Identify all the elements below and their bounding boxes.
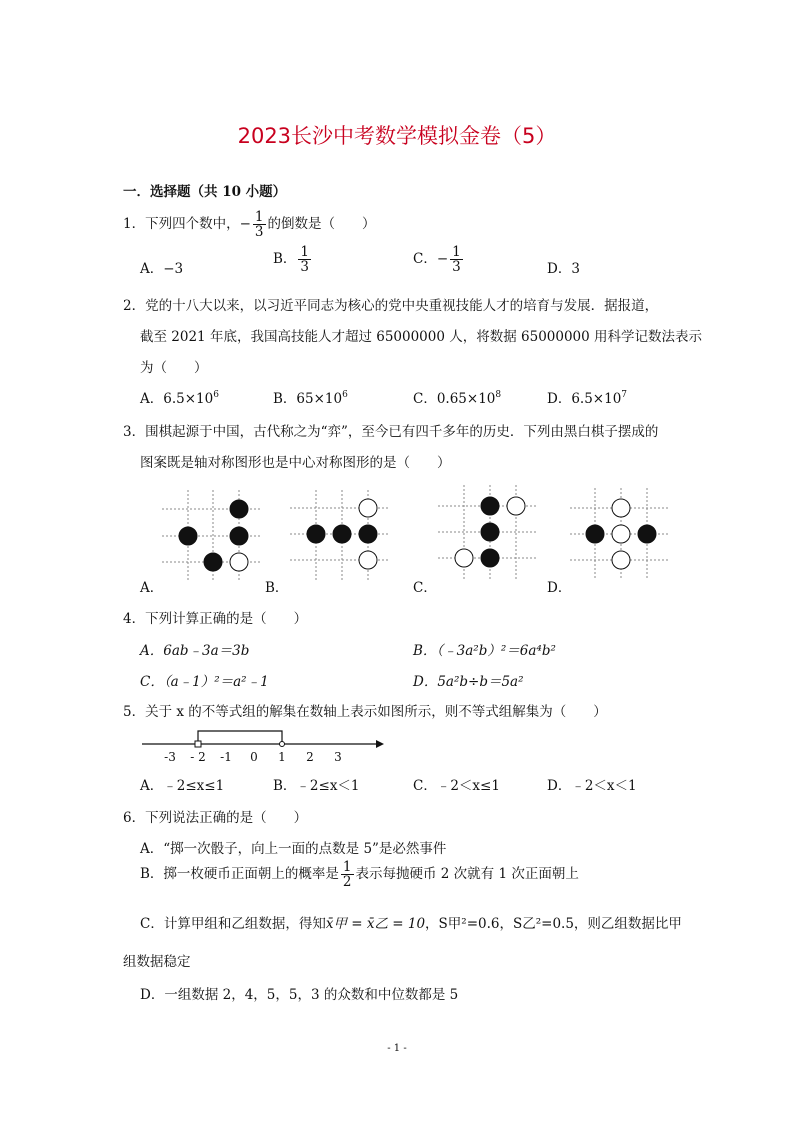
q2-b-base: B．65×10 xyxy=(273,391,343,407)
number-line-tick-label: 1 xyxy=(278,750,286,764)
q2-b-exp: 6 xyxy=(342,390,348,400)
number-line-tick-label: -3 xyxy=(164,750,176,764)
page-number: - 1 - xyxy=(387,1043,407,1054)
q2-d-base: D．6.5×10 xyxy=(547,391,622,407)
q5-stem: 5．关于 x 的不等式组的解集在数轴上表示如图所示，则不等式组解集为（ ） xyxy=(123,704,607,720)
q2-a-base: A．6.5×10 xyxy=(140,391,214,407)
number-line-tick-label: 0 xyxy=(250,750,258,764)
number-line-tick-label: - 2 xyxy=(190,750,206,764)
number-line-tick-label: 3 xyxy=(334,750,342,764)
q4-stem: 4．下列计算正确的是（ ） xyxy=(123,611,308,627)
q5-option-a: A．﹣2≤x≤1 xyxy=(140,778,225,794)
q3-option-c-label: C． xyxy=(413,580,437,596)
q1-option-d: D．3 xyxy=(547,261,580,277)
section-heading: 一．选择题（共 10 小题） xyxy=(123,184,287,200)
page-title: 2023长沙中考数学模拟金卷（5） xyxy=(237,124,557,148)
q2-line-1: 2．党的十八大以来，以习近平同志为核心的党中央重视技能人才的培育与发展．据报道， xyxy=(123,298,659,314)
q5-option-c: C．﹣2＜x≤1 xyxy=(413,778,500,794)
q2-d-exp: 7 xyxy=(621,390,628,400)
q1-b-label: B． xyxy=(273,251,297,268)
q5-option-d: D．﹣2＜x＜1 xyxy=(547,778,637,794)
q2-c-base: C．0.65×10 xyxy=(413,391,496,407)
q2-line-2: 截至 2021 年底，我国高技能人才超过 65000000 人，将数据 65000000 用科学记数法表示 xyxy=(140,329,703,345)
q1-frac-den: 3 xyxy=(254,224,264,241)
q1-c-neg: − xyxy=(436,251,449,268)
q3-option-b-label: B． xyxy=(265,580,289,596)
q1-b-den: 3 xyxy=(300,259,310,276)
q5-option-b: B．﹣2≤x＜1 xyxy=(273,778,360,794)
q1-c-num: 1 xyxy=(452,244,461,260)
q1-prefix: 1．下列四个数中， xyxy=(123,216,240,233)
number-line-tick-label: -1 xyxy=(220,750,232,764)
q3-option-a-label: A． xyxy=(140,580,164,596)
q4-option-d: D．5a²b÷b＝5a² xyxy=(413,674,524,690)
q2-c-exp: 8 xyxy=(495,390,502,400)
q1-suffix: 的倒数是（ ） xyxy=(267,216,376,233)
q6-c-prefix: C．计算甲组和乙组数据，得知 xyxy=(140,916,326,932)
q6-b-suffix: 表示每抛硬币 2 次就有 1 次正面朝上 xyxy=(355,866,579,883)
q6-c-middle: ，S甲²=0.6，S乙²=0.5，则乙组数据比甲 xyxy=(425,916,682,932)
q3-line-2: 图案既是轴对称图形也是中心对称图形的是（ ） xyxy=(140,455,451,471)
q1-c-label: C． xyxy=(413,251,437,268)
q6-b-den: 2 xyxy=(342,874,352,891)
q3-option-d-label: D． xyxy=(547,580,572,596)
number-line-tick-label: 2 xyxy=(306,750,314,764)
q6-option-a: A．“掷一次骰子，向上一面的点数是 5”是必然事件 xyxy=(140,841,447,857)
q6-c-formula: x̄甲 = x̄乙 = 10 xyxy=(325,916,426,932)
q4-option-c: C．（a﹣1）²＝a²﹣1 xyxy=(140,674,269,690)
q6-option-b xyxy=(140,860,579,889)
q1-frac-num: 1 xyxy=(254,209,264,225)
q1-neg-sign: − xyxy=(239,216,251,233)
q3-line-1: 3．围棋起源于中国，古代称之为“弈”，至今已有四千多年的历史．下列由黑白棋子摆成的 xyxy=(123,424,659,440)
q6-stem: 6．下列说法正确的是（ ） xyxy=(123,810,308,826)
q6-option-d: D．一组数据 2，4，5，5，3 的众数和中位数都是 5 xyxy=(140,987,459,1003)
q6-b-num: 1 xyxy=(342,859,352,875)
q2-line-3: 为（ ） xyxy=(140,360,208,376)
q6-option-c xyxy=(140,912,682,932)
q2-a-exp: 6 xyxy=(213,390,219,400)
q6-option-c-line-2: 组数据稳定 xyxy=(123,954,191,970)
q6-b-prefix: B．掷一枚硬币正面朝上的概率是 xyxy=(140,866,339,883)
q4-option-a: A．6ab﹣3a＝3b xyxy=(140,643,250,659)
q1-c-den: 3 xyxy=(452,259,461,276)
q1-b-num: 1 xyxy=(300,244,310,260)
q6-b-fraction xyxy=(341,860,354,889)
q4-option-b: B．（﹣3a²b）²＝6a⁴b² xyxy=(413,643,556,659)
q1-option-a: A．−3 xyxy=(140,261,184,277)
